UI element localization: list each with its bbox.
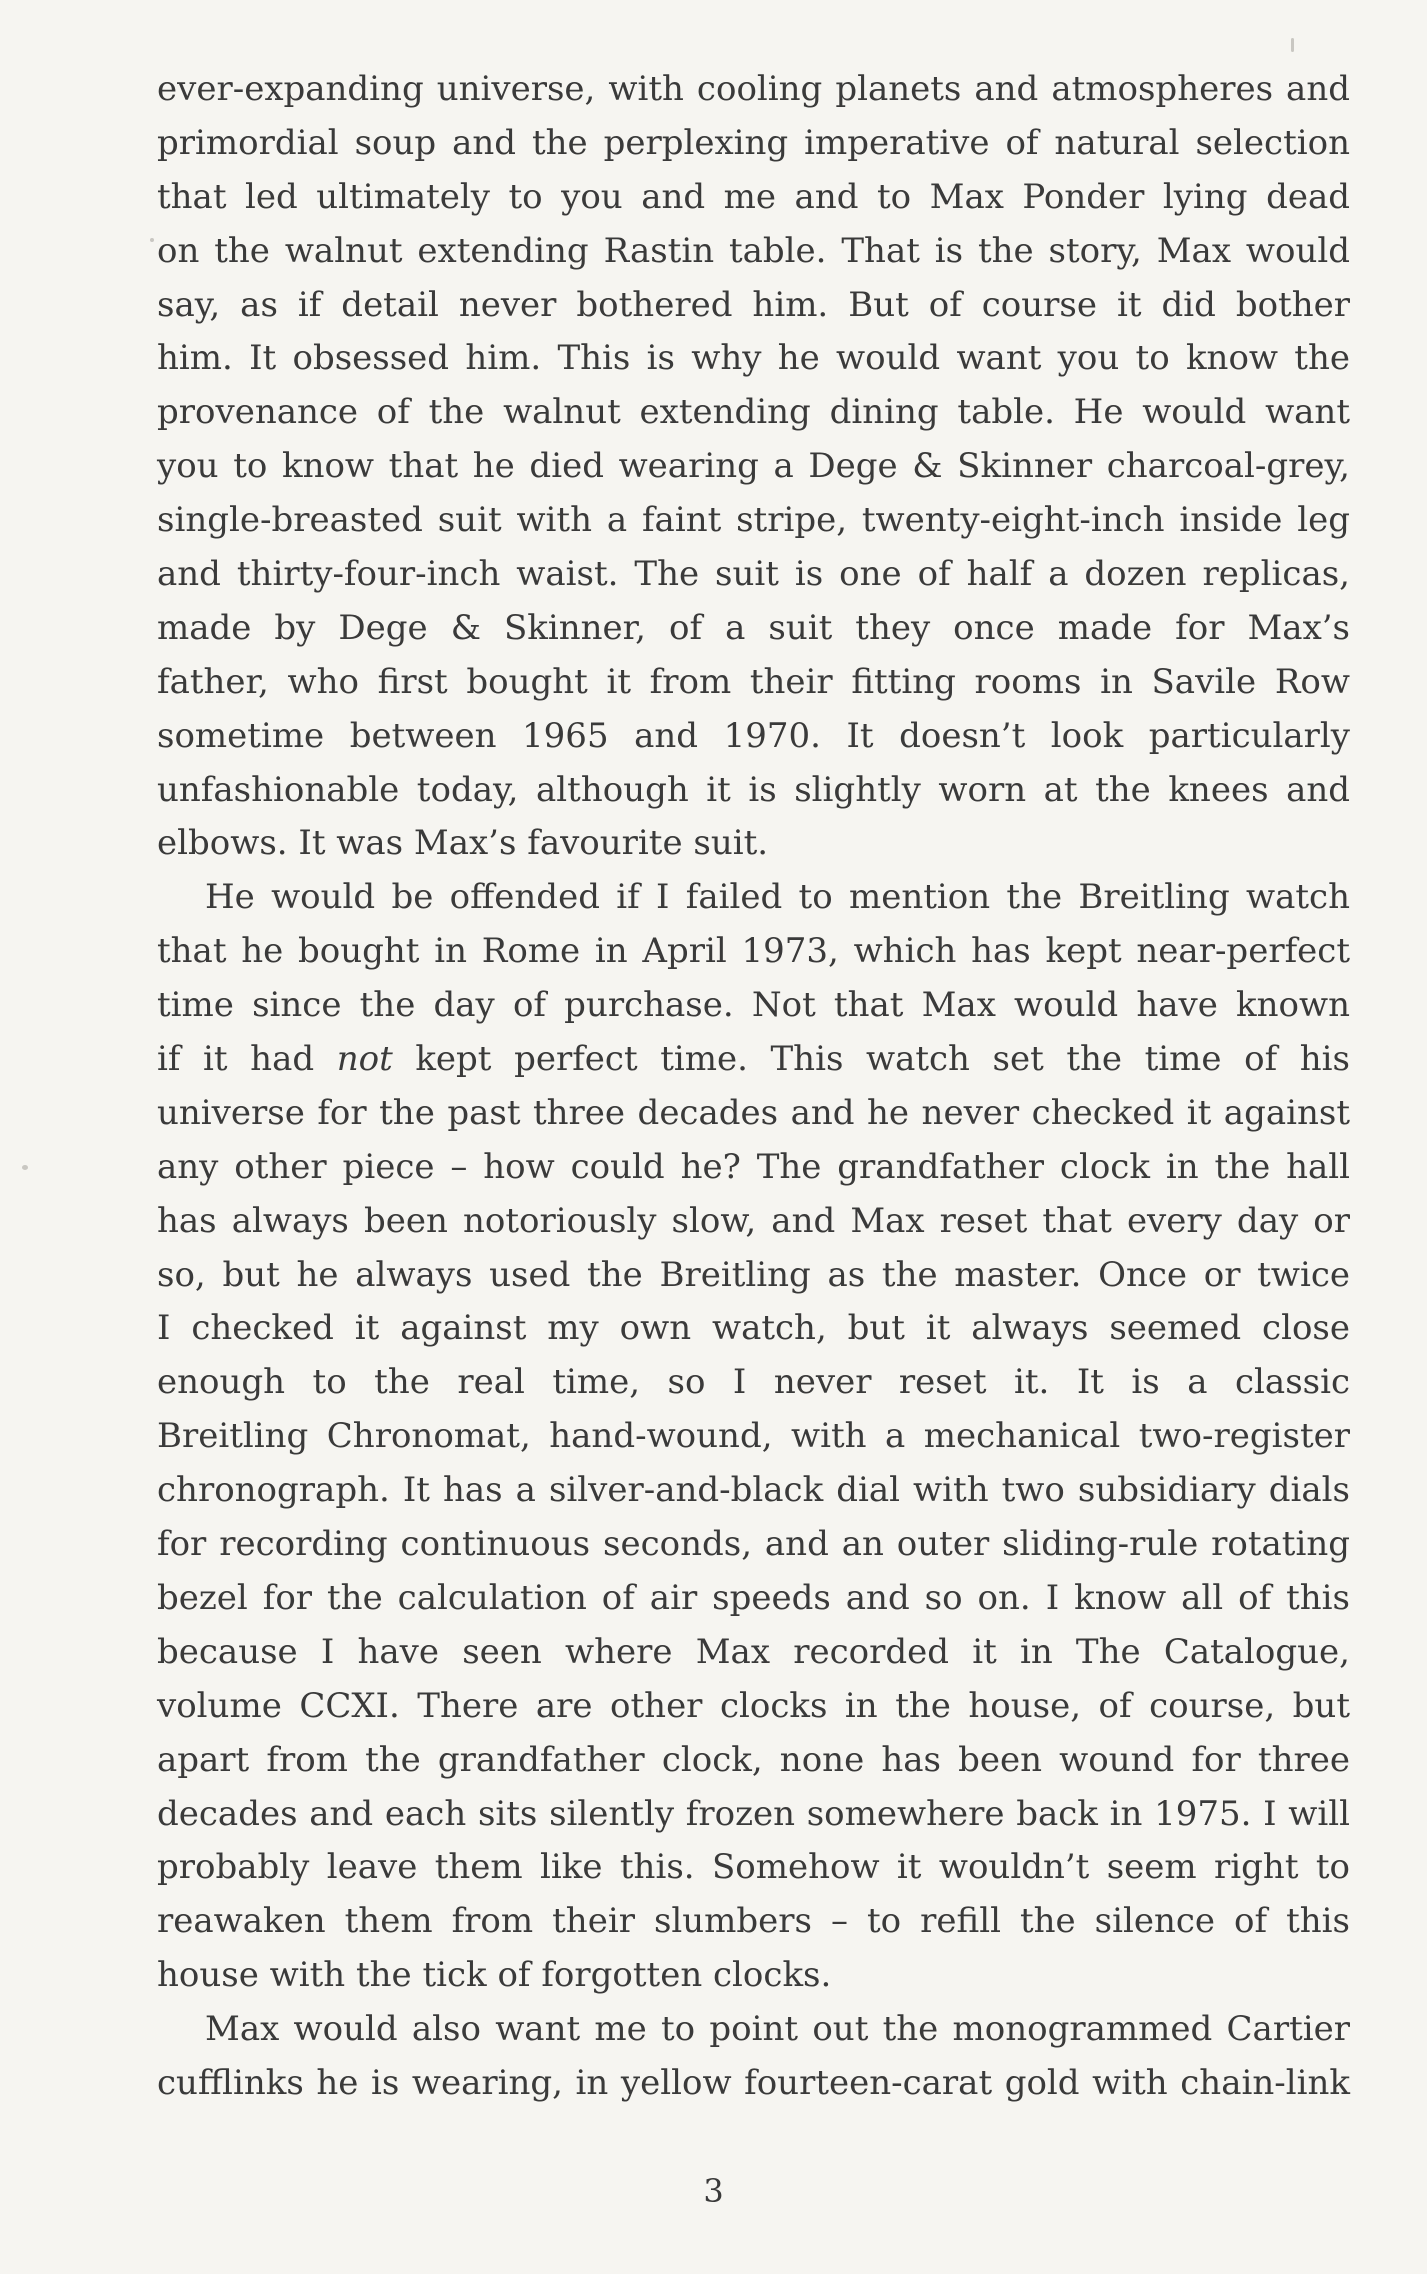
text-line: house with the tick of forgotten clocks. [157, 1955, 832, 1996]
paper-speck [1291, 38, 1294, 52]
text-line: Max would also want me to point out the monogrammed Cartier [205, 2009, 1350, 2050]
text-line: time since the day of purchase. Not that Max would have known [157, 985, 1350, 1026]
body-text [157, 63, 1350, 2111]
text-line: unfashionable today, although it is slightly worn at the knees and [157, 769, 1350, 810]
paragraph-3 [157, 2003, 1350, 2111]
text-line: cufflinks he is wearing, in yellow fourteen-carat gold with chain-link [157, 2062, 1350, 2103]
text-line-italic-not: if it had not kept perfect time. This watch set the time of his [157, 1039, 1350, 1080]
text-line: so, but he always used the Breitling as the master. Once or twice [157, 1254, 1350, 1295]
text-line: him. It obsessed him. This is why he would want you to know the [157, 338, 1350, 379]
text-line: single-breasted suit with a faint stripe, twenty-eight-inch inside leg [157, 500, 1350, 541]
text-line: universe for the past three decades and he never checked it against [157, 1092, 1350, 1133]
text-line: probably leave them like this. Somehow it wouldn’t seem right to [157, 1847, 1350, 1888]
text-line: has always been notoriously slow, and Max reset that every day or [157, 1200, 1350, 1241]
text-line: enough to the real time, so I never reset it. It is a classic [157, 1362, 1350, 1403]
paragraph-1 [157, 63, 1350, 871]
text-line: chronograph. It has a silver-and-black dial with two subsidiary dials [157, 1470, 1350, 1511]
text-line: say, as if detail never bothered him. But of course it did bother [157, 284, 1350, 325]
text-line: and thirty-four-inch waist. The suit is one of half a dozen replicas, [157, 554, 1350, 595]
text-line: Breitling Chronomat, hand-wound, with a mechanical two-register [157, 1416, 1350, 1457]
text-line: apart from the grandfather clock, none has been wound for three [157, 1739, 1350, 1780]
paragraph-2 [157, 871, 1350, 2003]
text-line: reawaken them from their slumbers – to refill the silence of this [157, 1901, 1350, 1942]
text-line: He would be offended if I failed to mention the Breitling watch [205, 877, 1350, 918]
text-line: bezel for the calculation of air speeds and so on. I know all of this [157, 1577, 1350, 1618]
text-line: made by Dege & Skinner, of a suit they once made for Max’s [157, 607, 1350, 648]
text-line: you to know that he died wearing a Dege & Skinner charcoal-grey, [157, 446, 1350, 487]
paper-speck [150, 238, 154, 242]
emphasis-not: not [336, 1039, 393, 1080]
text-line: provenance of the walnut extending dining table. He would want [157, 392, 1350, 433]
text-line: ever-expanding universe, with cooling planets and atmospheres and [157, 69, 1350, 109]
text-line: I checked it against my own watch, but it always seemed close [157, 1308, 1350, 1349]
text-line: that led ultimately to you and me and to Max Ponder lying dead [157, 176, 1350, 217]
text-line: primordial soup and the perplexing imperative of natural selection [157, 122, 1350, 163]
text-line: elbows. It was Max’s favourite suit. [157, 823, 769, 864]
text-line: because I have seen where Max recorded it in The Catalogue, [157, 1631, 1350, 1672]
text-line: volume CCXI. There are other clocks in the house, of course, but [157, 1685, 1350, 1726]
paper-speck [22, 1165, 28, 1170]
text-line: on the walnut extending Rastin table. That is the story, Max would [157, 230, 1350, 271]
text-line: any other piece – how could he? The grandfather clock in the hall [157, 1146, 1350, 1187]
page-number: 3 [703, 2172, 724, 2210]
text-line: for recording continuous seconds, and an outer sliding-rule rotating [157, 1524, 1350, 1565]
text-line: sometime between 1965 and 1970. It doesn’t look particularly [157, 715, 1350, 756]
text-line: father, who first bought it from their fitting rooms in Savile Row [157, 661, 1350, 702]
text-line: decades and each sits silently frozen somewhere back in 1975. I will [157, 1793, 1350, 1834]
text-line: that he bought in Rome in April 1973, which has kept near-perfect [157, 931, 1350, 972]
